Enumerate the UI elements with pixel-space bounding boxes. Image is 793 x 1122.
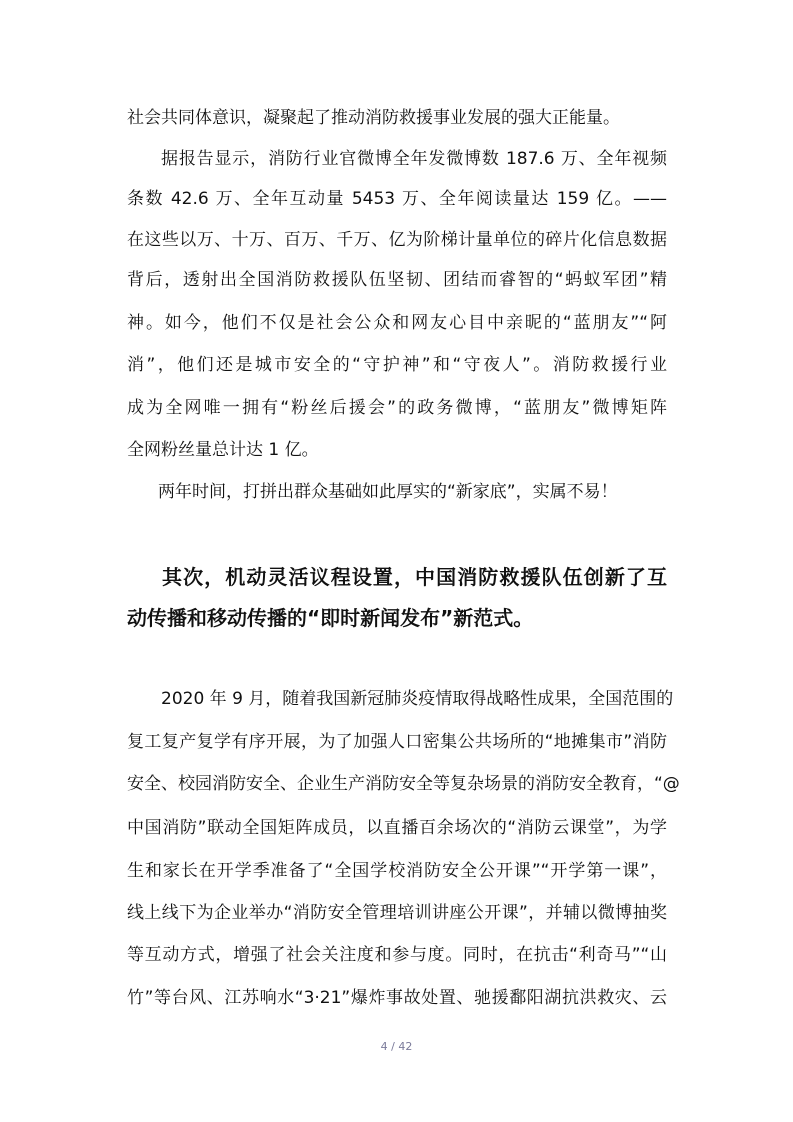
paragraph-3-line-1: 2020 年 9 月，随着我国新冠肺炎疫情取得战略性成果，全国范围的 bbox=[161, 689, 674, 709]
paragraph-1-line-8: 全网粉丝量总计达 1 亿。 bbox=[127, 440, 319, 460]
page-number: 4 / 42 bbox=[380, 1040, 413, 1053]
paragraph-1-line-6: 消”，他们还是城市安全的“守护神”和“守夜人”。消防救援行业 bbox=[127, 355, 667, 375]
paragraph-3-line-3: 安全、校园消防安全、企业生产消防安全等复杂场景的消防安全教育，“@ bbox=[127, 774, 680, 794]
paragraph-3-line-4: 中国消防”联动全国矩阵成员，以直播百余场次的“消防云课堂”，为学 bbox=[127, 818, 667, 838]
paragraph-1-line-2: 条数 42.6 万、全年互动量 5453 万、全年阅读量达 159 亿。—— bbox=[127, 189, 667, 209]
paragraph-2-line-1: 两年时间，打拼出群众基础如此厚实的“新家底”，实属不易！ bbox=[158, 482, 618, 502]
paragraph-1-line-1: 据报告显示，消防行业官微博全年发微博数 187.6 万、全年视频 bbox=[161, 149, 667, 169]
paragraph-1-line-4: 背后，透射出全国消防救援队伍坚韧、团结而睿智的“蚂蚁军团”精 bbox=[127, 270, 667, 290]
paragraph-1-line-5: 神。如今，他们不仅是社会公众和网友心目中亲昵的“蓝朋友”“阿 bbox=[127, 313, 667, 333]
paragraph-3-line-5: 生和家长在开学季准备了“全国学校消防安全公开课”“开学第一课”， bbox=[127, 861, 667, 881]
paragraph-3-line-2: 复工复产复学有序开展，为了加强人口密集公共场所的“地摊集市”消防 bbox=[127, 732, 667, 752]
paragraph-0-line-1: 社会共同体意识，凝聚起了推动消防救援事业发展的强大正能量。 bbox=[127, 108, 620, 128]
paragraph-3-line-7: 等互动方式，增强了社会关注度和参与度。同时，在抗击“利奇马”“山 bbox=[127, 945, 667, 965]
section-heading-line-2: 动传播和移动传播的“即时新闻发布”新范式。 bbox=[127, 606, 534, 630]
paragraph-1-line-7: 成为全网唯一拥有“粉丝后援会”的政务微博，“蓝朋友”微博矩阵 bbox=[127, 398, 667, 418]
section-heading-line-1: 其次，机动灵活议程设置，中国消防救援队伍创新了互 bbox=[162, 565, 667, 589]
paragraph-3-line-8: 竹”等台风、江苏响水“3·21”爆炸事故处置、驰援鄱阳湖抗洪救灾、云 bbox=[127, 988, 667, 1008]
paragraph-3-line-6: 线上线下为企业举办“消防安全管理培训讲座公开课”，并辅以微博抽奖 bbox=[127, 903, 667, 923]
paragraph-1-line-3: 在这些以万、十万、百万、千万、亿为阶梯计量单位的碎片化信息数据 bbox=[127, 230, 667, 250]
